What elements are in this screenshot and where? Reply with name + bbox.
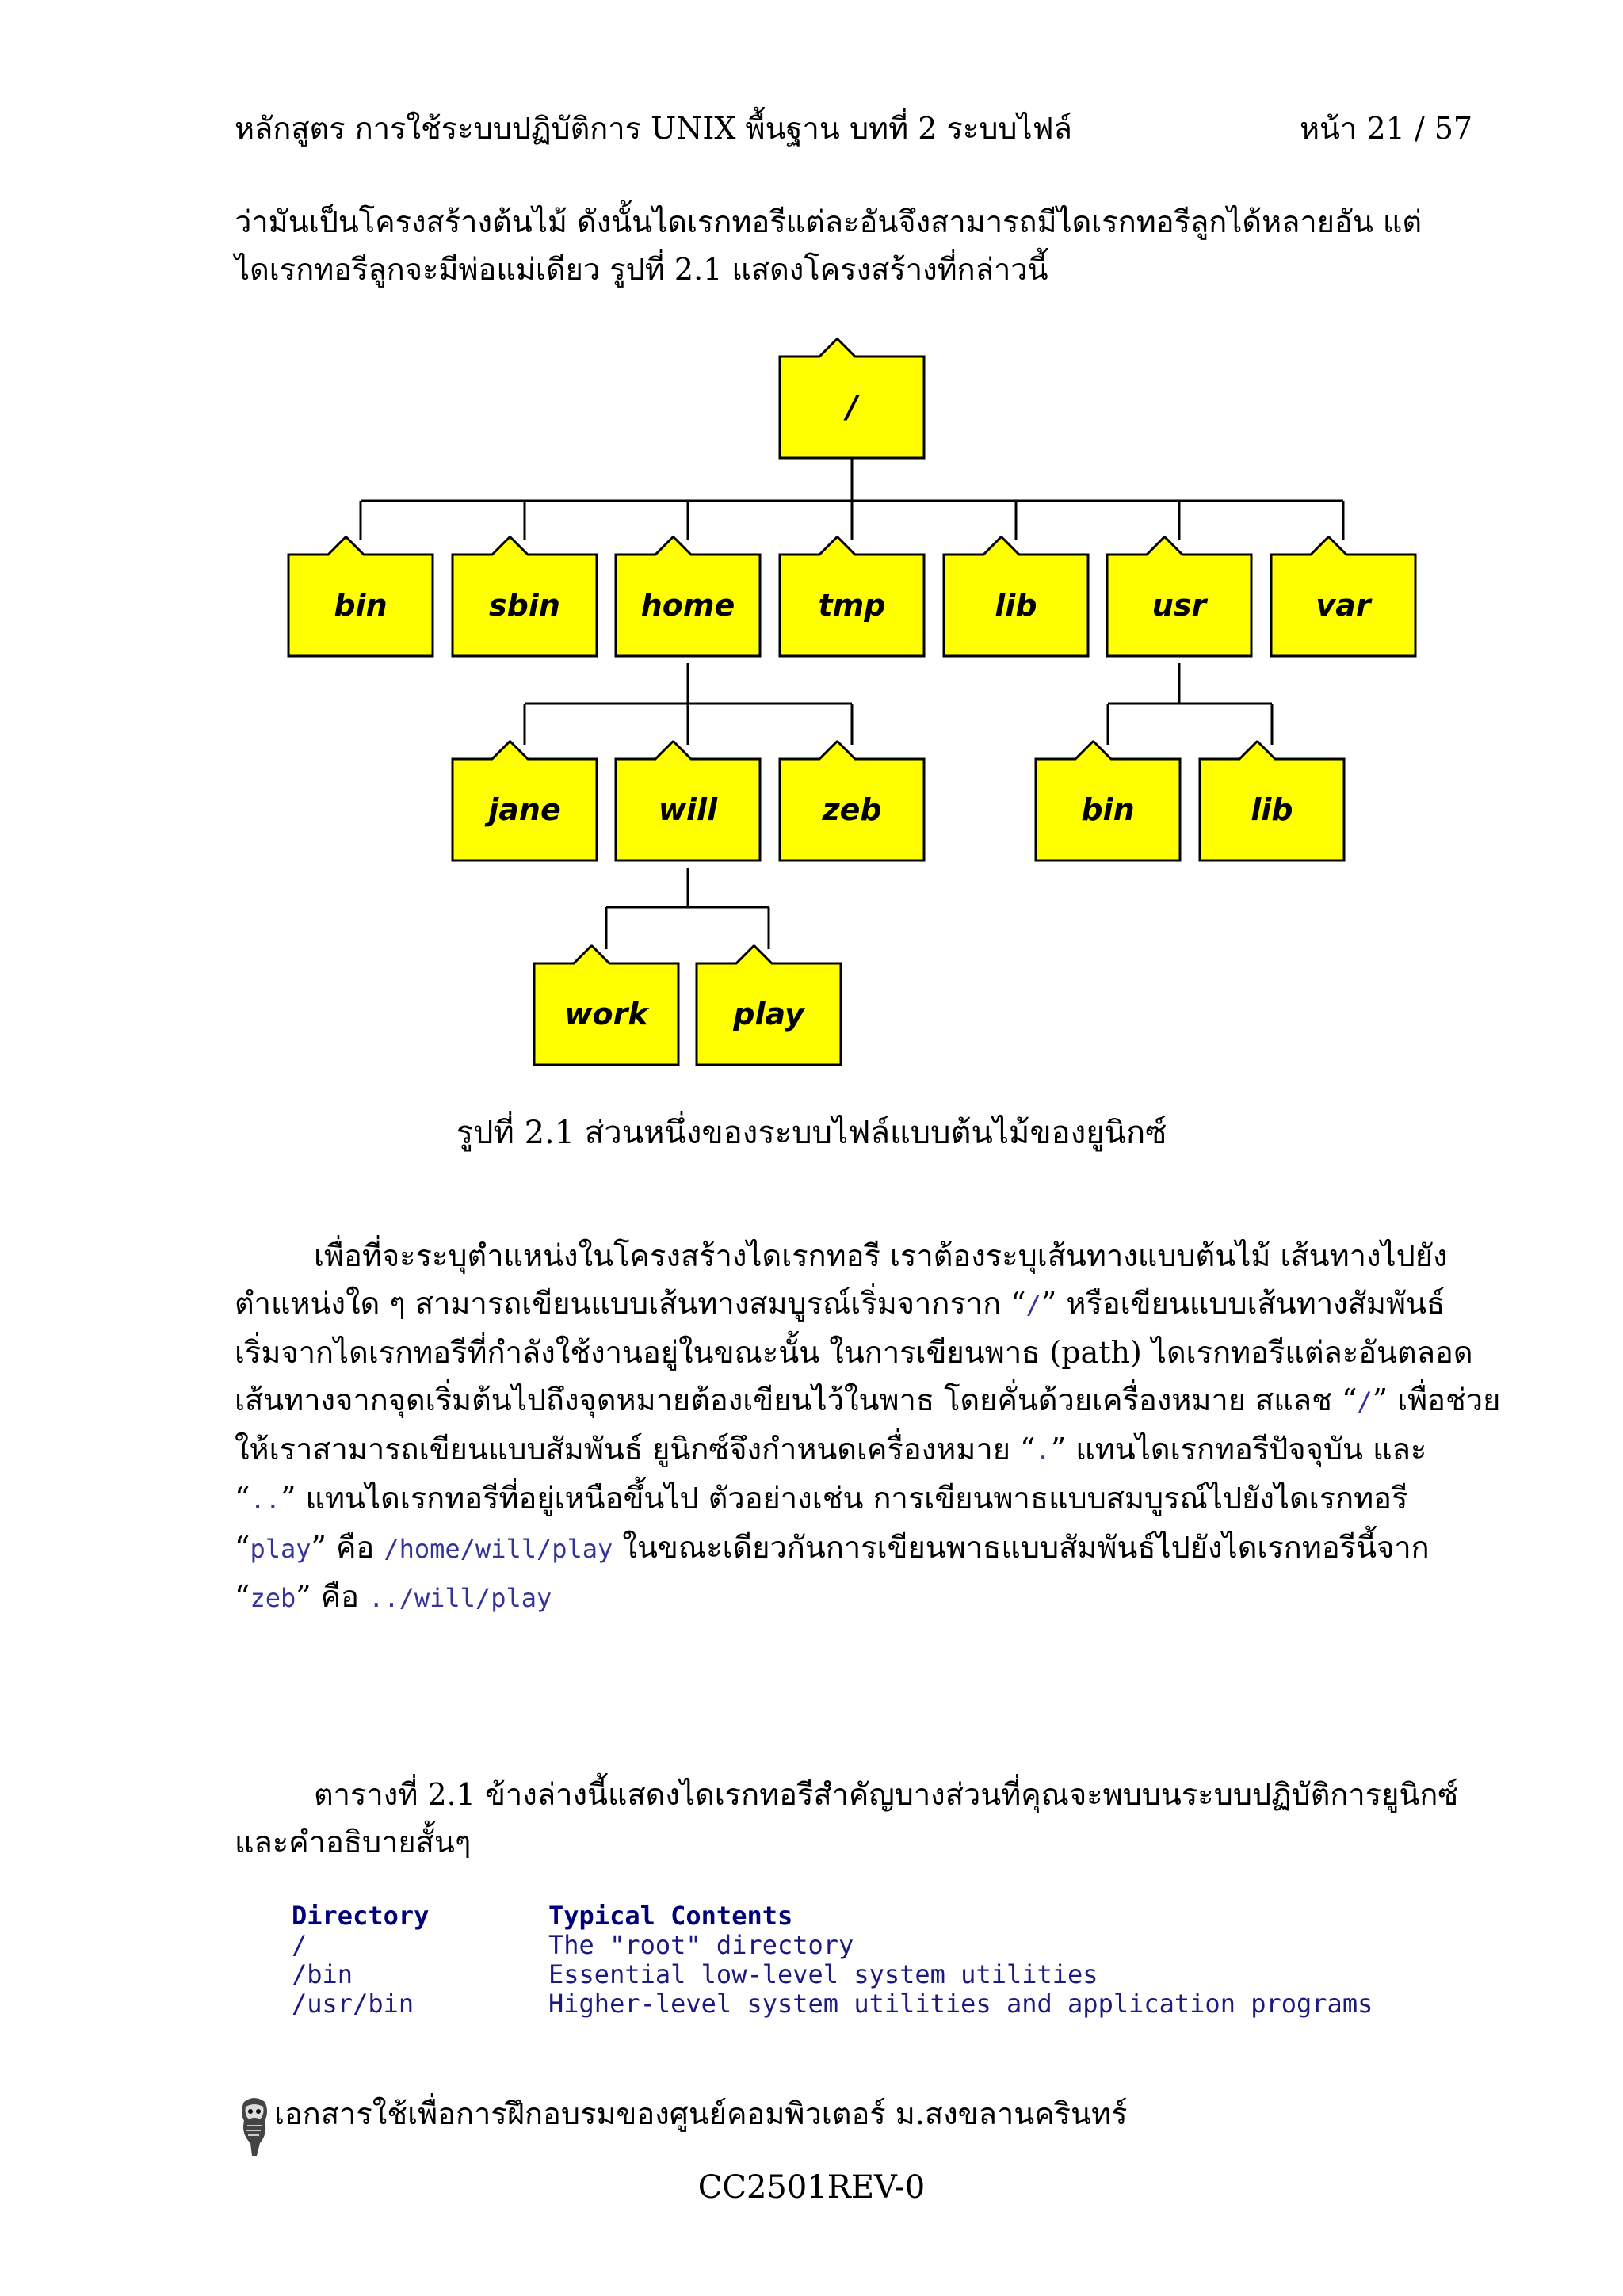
figure-caption: รูปที่ 2.1 ส่วนหนึ่งของระบบไฟล์แบบต้นไม้ของยูนิกซ์ (456, 1115, 1167, 1151)
dotdot-symbol: .. (250, 1485, 281, 1515)
tree-folders (288, 339, 1415, 1065)
folder-lib (1200, 742, 1344, 860)
folder-label: play (733, 997, 804, 1032)
intro-line-2: ไดเรกทอรีลูกจะมีพ่อแม่เดียว รูปที่ 2.1 แสดงโครงสร้างที่กล่าวนี้ (235, 252, 1048, 287)
body-text: ” คือ (311, 1530, 384, 1565)
folder-label: lib (995, 588, 1037, 623)
directory-cell: /usr/bin (292, 1989, 414, 2019)
body-line-7 (235, 1524, 1471, 1573)
folder-tmp (780, 537, 924, 656)
body-text: ในขณะเดียวกันการเขียนพาธแบบสัมพันธ์ไปยังไดเรกทอรีนี้จาก (613, 1530, 1430, 1565)
body-line-1: เพื่อที่จะระบุตำแหน่งในโครงสร้างไดเรกทอรี เราต้องระบุเส้นทางแบบต้นไม้ เส้นทางไปยัง (314, 1238, 1448, 1273)
column-header-contents: Typical Contents (548, 1901, 793, 1931)
body-text: ให้เราสามารถเขียนแบบสัมพันธ์ ยูนิกซ์จึงกำหนดเครื่องหมาย “ (235, 1432, 1036, 1466)
folder-label: / (846, 390, 857, 425)
folder-label: jane (488, 792, 561, 827)
folder-label: work (564, 997, 648, 1032)
directory-cell: / (292, 1930, 307, 1960)
folder-label: usr (1151, 588, 1207, 623)
directory-table (292, 1901, 1373, 2019)
body-text: เส้นทางจากจุดเริ่มต้นไปถึงจุดหมายต้องเขียนไว้ในพาธ โดยคั่นด้วยเครื่องหมาย สแลช “ (235, 1383, 1358, 1417)
body-line-8 (235, 1573, 1471, 1622)
table-row (292, 1931, 1373, 1960)
folder-play (697, 946, 841, 1065)
owl-logo-icon (238, 2096, 271, 2157)
body-text: ” เพื่อช่วย (1372, 1383, 1501, 1417)
slash-symbol: / (1025, 1290, 1041, 1320)
folder-bin (1036, 742, 1180, 860)
directory-cell: /bin (292, 1959, 353, 1989)
folder-label: tmp (818, 588, 886, 623)
folder-label: home (640, 588, 735, 623)
column-header-directory: Directory (292, 1901, 430, 1931)
body-line-6 (235, 1474, 1471, 1524)
body-text: ” แทนไดเรกทอรีที่อยู่เหนือขึ้นไป ตัวอย่างเช่น การเขียนพาธแบบสมบูรณ์ไปยังไดเรกทอรี (280, 1481, 1408, 1516)
folder-label: sbin (489, 588, 560, 623)
folder-root (780, 339, 924, 458)
table-row (292, 1960, 1373, 1989)
folder-label: var (1316, 588, 1371, 623)
body-line-3: เริ่มจากไดเรกทอรีที่กำลังใช้งานอยู่ในขณะนั้น ในการเขียนพาธ (path) ไดเรกทอรีแต่ละอันตลอด (235, 1335, 1473, 1370)
body-paragraph (235, 1232, 1501, 1622)
table-intro-line-1: ตารางที่ 2.1 ข้างล่างนี้แสดงไดเรกทอรีสำคัญบางส่วนที่คุณจะพบบนระบบปฏิบัติการยูนิกซ์ (314, 1777, 1459, 1812)
header-course-title: หลักสูตร การใช้ระบบปฏิบัติการ UNIX พื้นฐาน บทที่ 2 ระบบไฟล์ (235, 111, 1072, 146)
contents-cell: Higher-level system utilities and application programs (548, 1989, 1373, 2019)
folder-home (616, 537, 760, 656)
table-row (292, 1989, 1373, 2019)
contents-cell: The "root" directory (548, 1930, 854, 1960)
footer-text: เอกสารใช้เพื่อการฝึกอบรมของศูนย์คอมพิวเตอร์ ม.สงขลานครินทร์ (274, 2096, 1128, 2131)
folder-bin (288, 537, 433, 656)
body-line-4 (235, 1376, 1501, 1425)
folder-var (1271, 537, 1415, 656)
tree-connectors (361, 458, 1343, 949)
document-code: CC2501REV-0 (697, 2169, 926, 2206)
slash-symbol: / (1357, 1386, 1373, 1417)
absolute-path-example: /home/will/play (384, 1534, 613, 1564)
folder-label: bin (334, 588, 388, 623)
body-text: ” คือ (296, 1579, 369, 1614)
folder-sbin (453, 537, 597, 656)
zeb-dir-name: zeb (250, 1583, 296, 1613)
body-text: “ (235, 1530, 250, 1565)
body-text: “ (235, 1481, 250, 1516)
relative-path-example: ../will/play (369, 1583, 552, 1613)
folder-lib (944, 537, 1088, 656)
folder-will (616, 742, 760, 860)
header-page-number: หน้า 21 / 57 (1300, 111, 1473, 146)
play-dir-name: play (250, 1534, 311, 1564)
folder-usr (1107, 537, 1251, 656)
folder-label: zeb (822, 792, 882, 827)
table-intro-paragraph (235, 1771, 1471, 1866)
folder-work (534, 946, 678, 1065)
dot-symbol: . (1035, 1436, 1051, 1466)
folder-label: lib (1251, 792, 1293, 827)
table-header-row (292, 1901, 1373, 1931)
body-line-5 (235, 1425, 1471, 1474)
body-text: ” แทนไดเรกทอรีปัจจุบัน และ (1050, 1432, 1427, 1466)
table-intro-line-2: และคำอธิบายสั้นๆ (235, 1825, 472, 1859)
intro-line-1: ว่ามันเป็นโครงสร้างต้นไม้ ดังนั้นไดเรกทอรีแต่ละอันจึงสามารถมีไดเรกทอรีลูกได้หลายอัน แต่ (235, 204, 1423, 239)
folder-jane (453, 742, 597, 860)
body-text: ” หรือเขียนแบบเส้นทางสัมพันธ์ (1041, 1286, 1445, 1321)
folder-label: bin (1081, 792, 1135, 827)
folder-zeb (780, 742, 924, 860)
folder-label: will (658, 792, 718, 827)
body-line-2 (235, 1280, 1471, 1329)
directory-tree-diagram (0, 0, 1623, 1109)
contents-cell: Essential low-level system utilities (548, 1959, 1098, 1989)
body-text: “ (235, 1579, 250, 1614)
body-text: ตำแหน่งใด ๆ สามารถเขียนแบบเส้นทางสมบูรณ์เริ่มจากราก “ (235, 1286, 1026, 1321)
